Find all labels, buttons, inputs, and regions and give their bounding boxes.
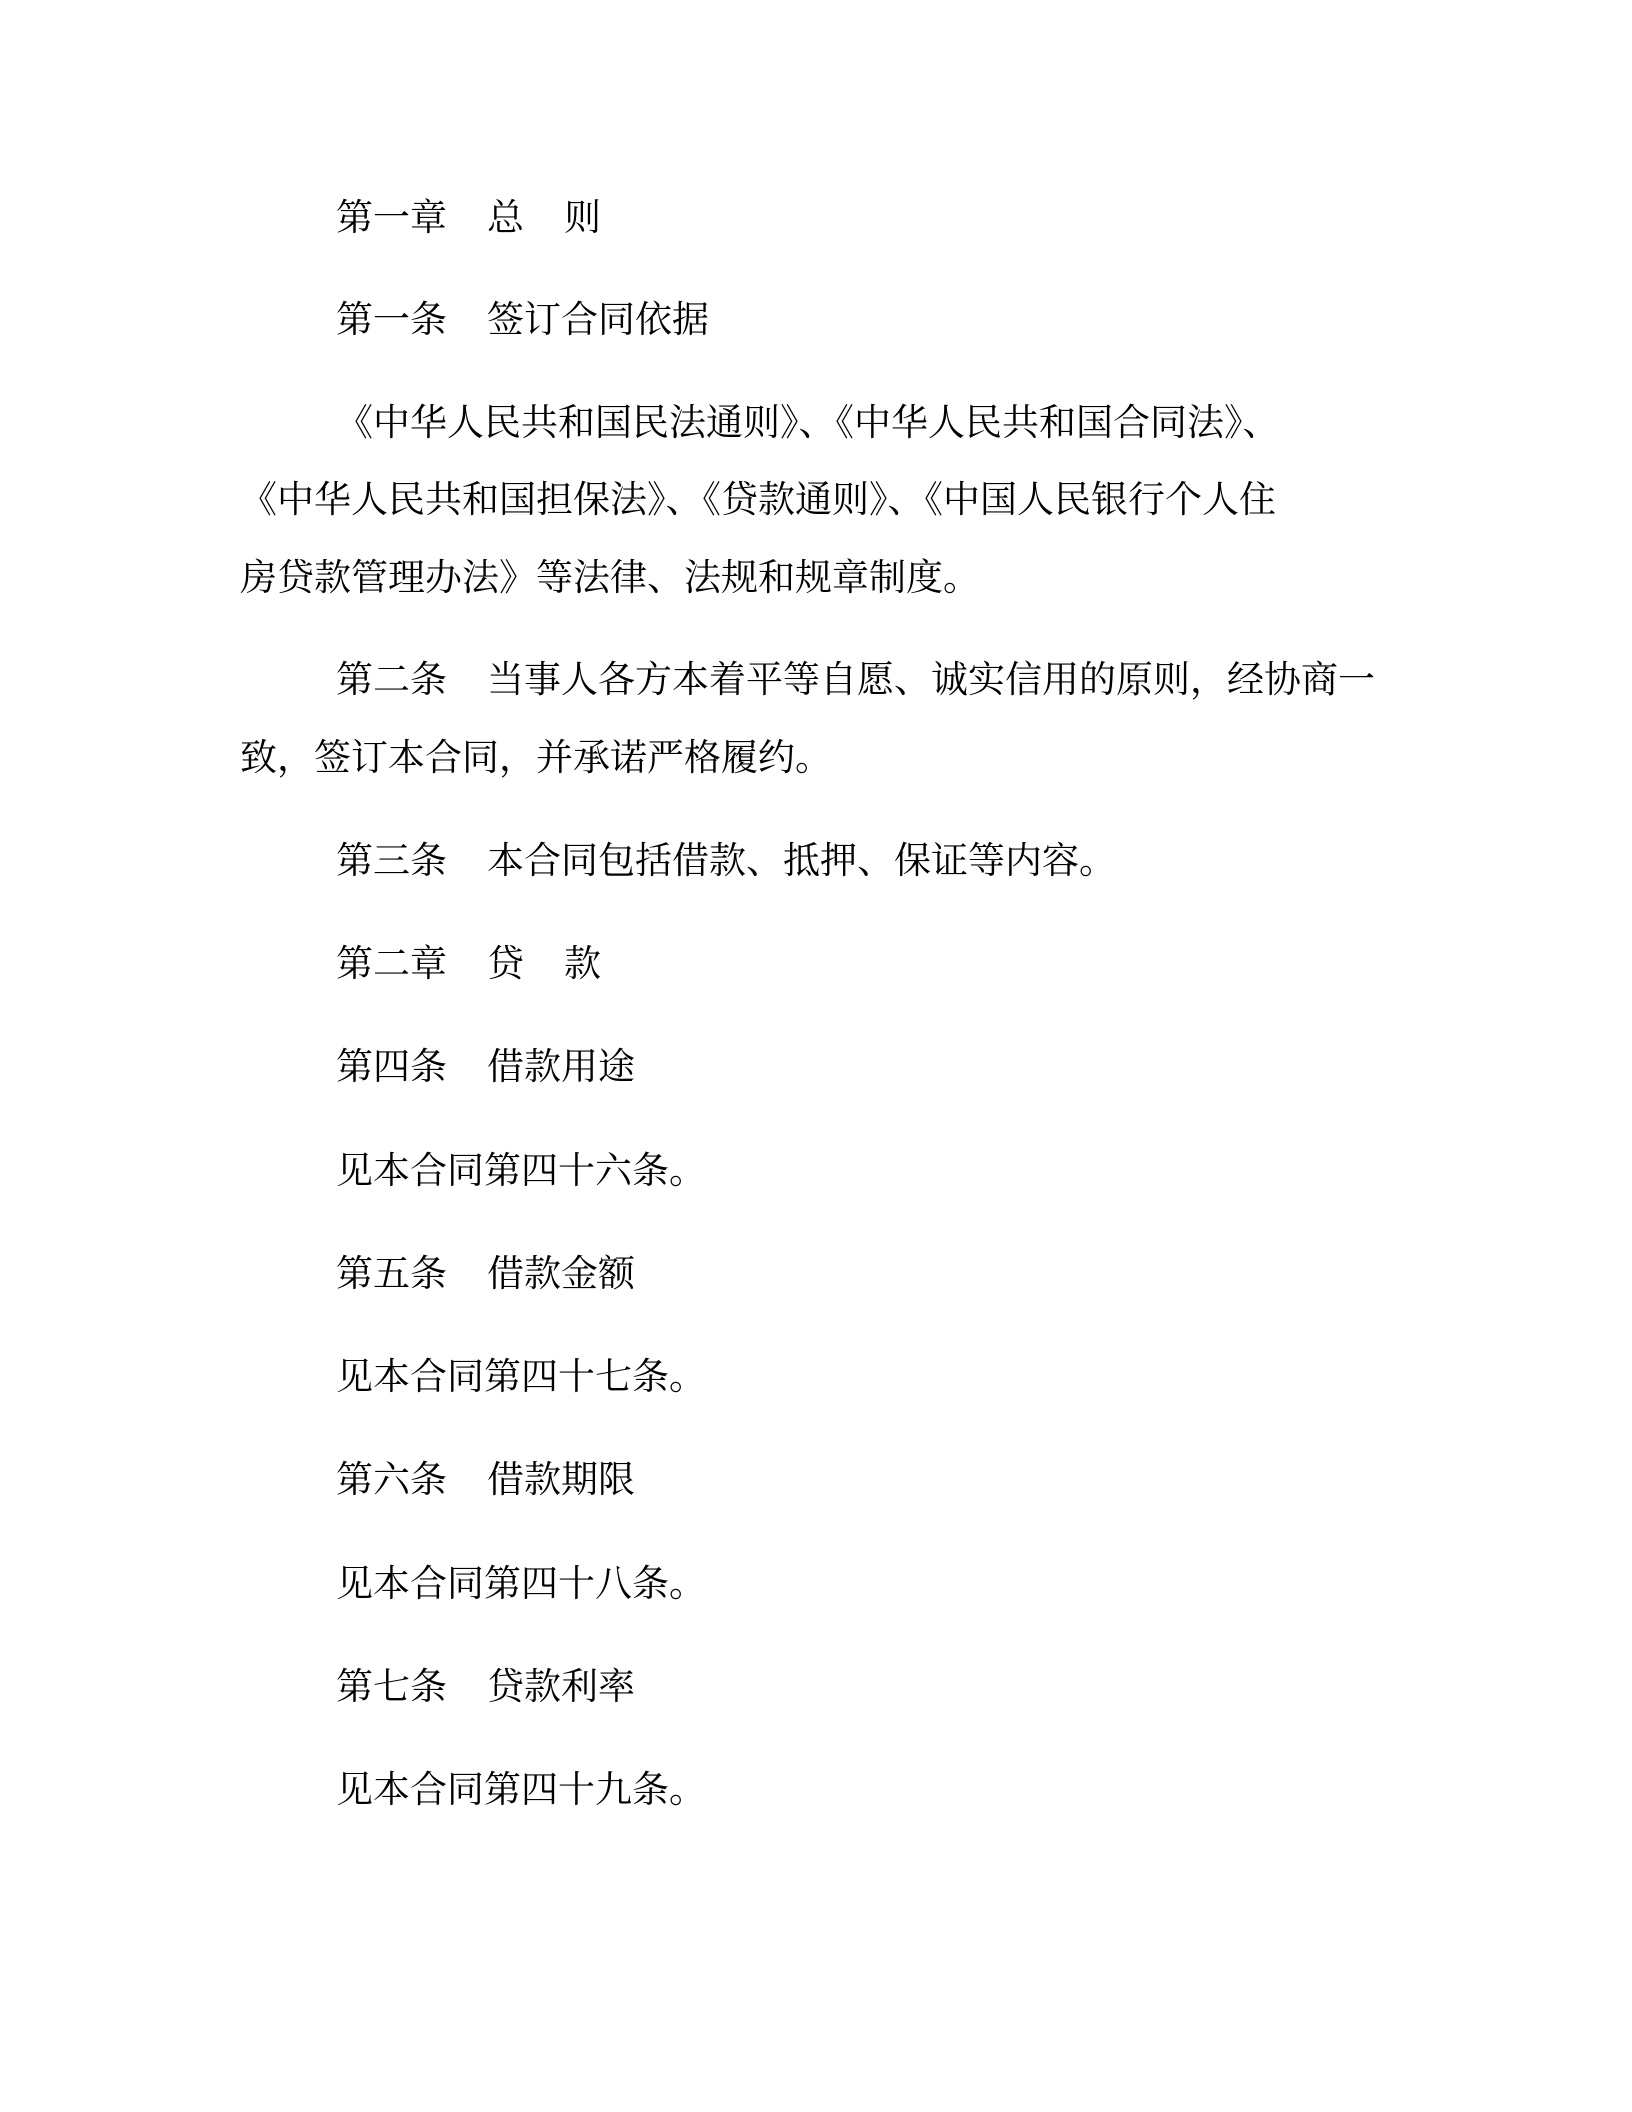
- chapter-2-heading: [336, 940, 601, 988]
- article-number: 第五条: [336, 1252, 447, 1295]
- article-title: 借款用途: [487, 1045, 635, 1088]
- article-5-body: 见本合同第四十七条。: [336, 1355, 706, 1398]
- article-title: 签订合同依据: [487, 298, 709, 341]
- chapter-title-part: 则: [564, 196, 601, 239]
- article-4-body: 见本合同第四十六条。: [336, 1149, 706, 1192]
- article-number: 第三条: [336, 839, 447, 882]
- article-title: 借款期限: [487, 1458, 635, 1501]
- article-text: 本合同包括借款、抵押、保证等内容。: [487, 839, 1116, 882]
- article-1-heading: [336, 296, 709, 344]
- article-number: 第七条: [336, 1665, 447, 1708]
- chapter-number: 第一章: [336, 196, 447, 239]
- chapter-title-part: 总: [487, 196, 524, 239]
- article-4-heading: [336, 1043, 635, 1091]
- article-number: 第六条: [336, 1458, 447, 1501]
- article-number: 第二条: [336, 658, 447, 701]
- article-1-body-line-2: 《中华人民共和国担保法》、《贷款通则》、《中国人民银行个人住: [240, 478, 1276, 521]
- article-5-heading: [336, 1250, 635, 1298]
- article-number: 第一条: [336, 298, 447, 341]
- chapter-title-part: 贷: [487, 942, 524, 985]
- article-3: [336, 837, 1116, 885]
- article-1-body-line-1: 《中华人民共和国民法通则》、《中华人民共和国合同法》、: [336, 401, 1280, 444]
- chapter-title-part: 款: [564, 942, 601, 985]
- article-2-line-2: 致，签订本合同，并承诺严格履约。: [240, 736, 832, 779]
- article-2-line-1: [336, 656, 1375, 704]
- article-6-heading: [336, 1456, 635, 1504]
- article-6-body: 见本合同第四十八条。: [336, 1562, 706, 1605]
- article-title: 贷款利率: [487, 1665, 635, 1708]
- article-number: 第四条: [336, 1045, 447, 1088]
- article-7-body: 见本合同第四十九条。: [336, 1768, 706, 1811]
- chapter-number: 第二章: [336, 942, 447, 985]
- article-7-heading: [336, 1663, 635, 1711]
- chapter-1-heading: [336, 194, 601, 242]
- article-text: 当事人各方本着平等自愿、诚实信用的原则，经协商一: [487, 658, 1375, 701]
- article-title: 借款金额: [487, 1252, 635, 1295]
- article-1-body-line-3: 房贷款管理办法》等法律、法规和规章制度。: [240, 556, 980, 599]
